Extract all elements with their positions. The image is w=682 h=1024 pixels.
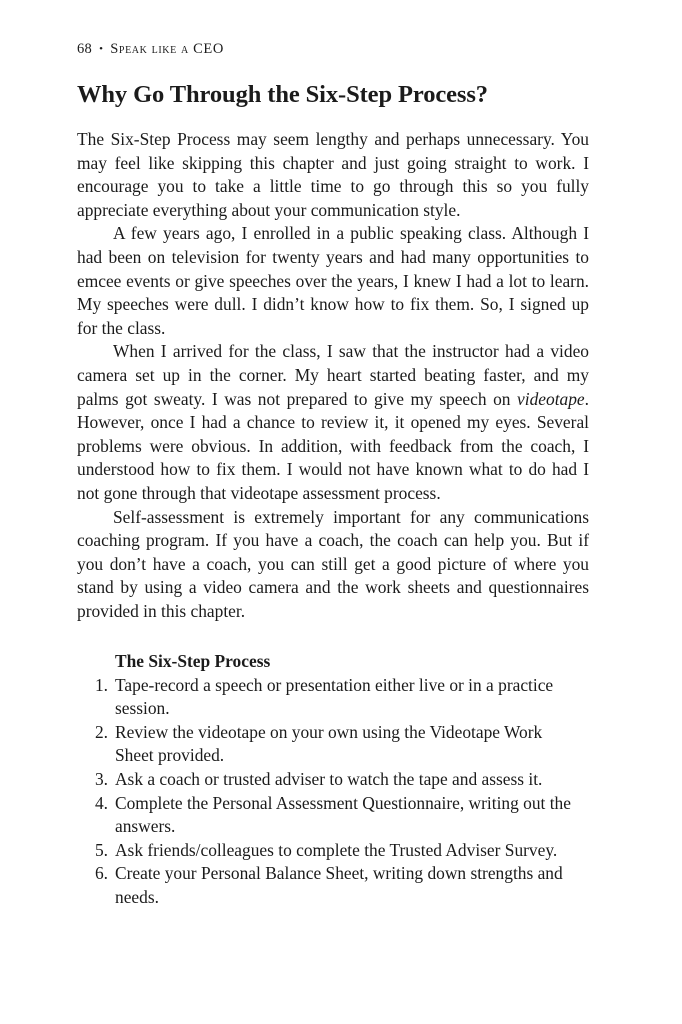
process-heading: The Six-Step Process: [115, 651, 271, 671]
list-item: [77, 721, 589, 768]
step-text: Tape-record a speech or presentation either live or in a practice session.: [115, 674, 554, 719]
list-item: [77, 839, 589, 863]
list-item: [77, 792, 589, 839]
step-number: 4.: [94, 792, 108, 813]
step-text: Ask friends/colleagues to complete the Trusted Adviser Survey.: [115, 839, 558, 860]
book-title: Speak like a CEO: [110, 41, 224, 57]
paragraph-4: Self-assessment is extremely important for any communications coaching program. If you have a coach, the coach can help you. But if you don’t have a coach, you can still get a good picture of where you stand by using a video camera and the work sheets and questionnaires provided in this chapter.: [77, 506, 589, 621]
paragraph-1: The Six-Step Process may seem lengthy and perhaps unnecessary. You may feel like skipping this chapter and just going straight to work. I encourage you to take a little time to go through this so you fully appreciate everything about your communication style.: [77, 129, 589, 220]
paragraph-3-emphasis: videotape: [517, 388, 585, 409]
step-text: Complete the Personal Assessment Questionnaire, writing out the answers.: [115, 792, 571, 837]
step-text: Ask a coach or trusted adviser to watch the tape and assess it.: [115, 768, 543, 789]
process-steps-list: [77, 674, 589, 910]
step-number: 1.: [94, 674, 108, 695]
step-text: Review the videotape on your own using the Videotape Work Sheet provided.: [115, 721, 543, 766]
body-text: [77, 128, 589, 623]
running-header: [77, 41, 224, 58]
paragraph-3: [77, 340, 589, 505]
paragraph-3-part-2: . However, once I had a chance to review it, it opened my eyes. Several problems were obvious. In addition, with feedback from the coach, I understood how to fix them. I would not have known what to do had I not gone through that videotape assessment process.: [77, 388, 589, 503]
page-number: 68: [77, 41, 93, 57]
six-step-process: [77, 650, 589, 910]
list-item: [77, 674, 589, 721]
list-item: [77, 768, 589, 792]
list-item: [77, 862, 589, 909]
step-number: 5.: [94, 839, 108, 860]
paragraph-3-part-1: When I arrived for the class, I saw that the instructor had a video camera set up in the corner. My heart started beating faster, and my palms got sweaty. I was not prepared to give my speech on: [77, 341, 589, 409]
section-title: Why Go Through the Six-Step Process?: [77, 81, 488, 108]
step-number: 3.: [94, 768, 108, 789]
step-number: 6.: [94, 863, 108, 884]
paragraph-2: A few years ago, I enrolled in a public speaking class. Although I had been on television for twenty years and had many opportunities to emcee events or give speeches over the years, I knew I had a lot to learn. My speeches were dull. I didn’t know how to fix them. So, I signed up for the class.: [77, 223, 589, 338]
header-separator: •: [99, 43, 104, 55]
step-number: 2.: [94, 721, 108, 742]
step-text: Create your Personal Balance Sheet, writing down strengths and needs.: [115, 863, 563, 907]
